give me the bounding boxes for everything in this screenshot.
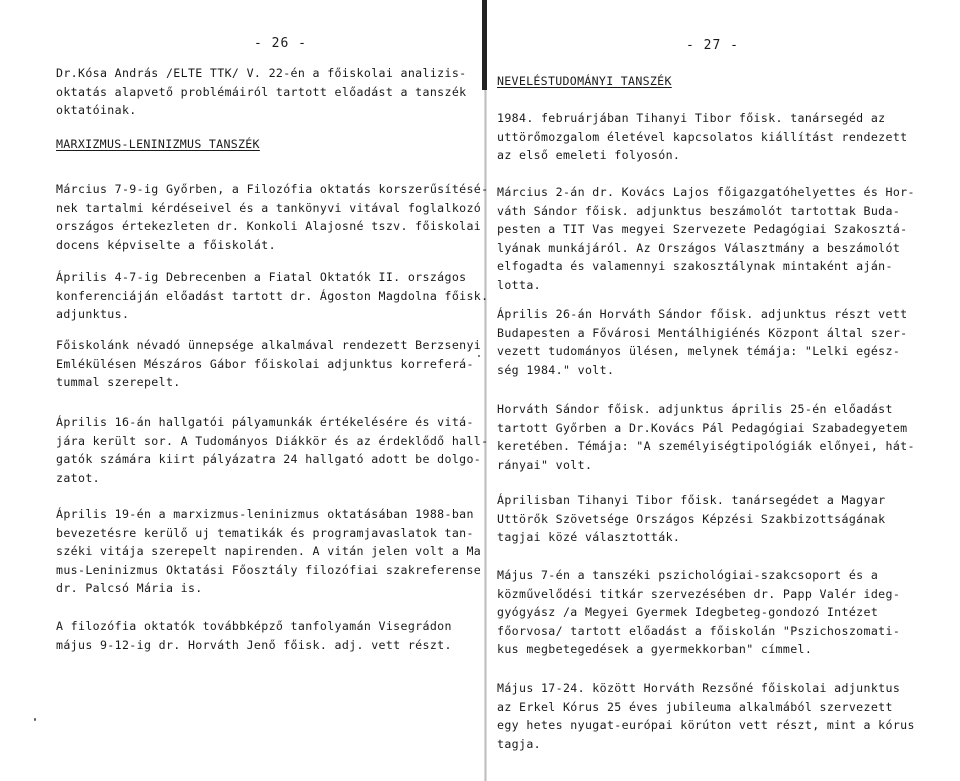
paragraph: Április 4-7-ig Debrecenben a Fiatal Oktatók II. országos konferenciáján előadást tartott dr. Ágoston Magdolna főisk. adjunktus. <box>56 270 489 321</box>
scan-speck <box>34 718 36 721</box>
page-number: - 26 - <box>254 36 307 51</box>
paragraph: A filozófia oktatók továbbképző tanfolyamán Visegrádon május 9-12-ig dr. Horváth Jenő főisk. adj. vett részt. <box>56 619 452 652</box>
paragraph: Horváth Sándor főisk. adjunktus április 25-én előadást tartott Győrben a Dr.Kovács Pál Pedagógiai Szabadegyetem keretében. Témája: "A személyiségtipológiák előnyei, hát- rányai" volt. <box>497 402 915 472</box>
scan-speck <box>478 355 480 357</box>
section-heading: MARXIZMUS-LENINIZMUS TANSZÉK <box>56 137 260 151</box>
paragraph: 1984. februárjában Tihanyi Tibor főisk. tanársegéd az uttörőmozgalom életével kapcsolatos kiállítást rendezett az első emeleti folyosón. <box>497 111 908 162</box>
paragraph: Március 2-án dr. Kovács Lajos főigazgatóhelyettes és Hor- váth Sándor főisk. adjunktus beszámolót tartottak Buda- pesten a TIT Vas megyei Szervezete Pedagógiai Szakosztá- lyának munkájáról. Az Országos Választmány a beszámolót elfogadta és valamennyi szakosztálynak mintaként aján- lotta. <box>497 185 915 292</box>
paragraph: Május 17-24. között Horváth Rezsőné főiskolai adjunktus az Erkel Kórus 25 éves jubileuma alkalmából szervezett egy hetes nyugat-európai körúton vett részt, mint a kórus tagja. <box>497 681 915 751</box>
section-heading: NEVELÉSTUDOMÁNYI TANSZÉK <box>497 74 672 88</box>
paragraph: Április 19-én a marxizmus-leninizmus oktatásában 1988-ban bevezetésre kerülő uj tematikák és programjavaslatok tan- széki vitája szerepelt napirenden. A vitán jelen volt a Ma mus-Leninizmus Oktatási Főosztály filozófiai szakreferense dr. Palcsó Mária is. <box>56 507 482 595</box>
paragraph: Május 7-én a tanszéki pszichológiai-szakcsoport és a közművelődési titkár szervezésében dr. Papp Valér ideg- gyógyász /a Megyei Gyermek Idegbeteg-gondozó Intézet főorvosa/ tartott előadást a főiskolán "Pszichoszomati- kus megbetegedések a gyermekkorban" címmel. <box>497 568 901 656</box>
paragraph: Március 7-9-ig Győrben, a Filozófia oktatás korszerűsítésé- nek tartalmi kérdéseivel és a tankönyvi vitával foglalkozó országos értekezleten dr. Konkoli Alajosné tszv. főiskolai docens képviselte a főiskolát. <box>56 182 489 252</box>
paragraph: Április 26-án Horváth Sándor főisk. adjunktus részt vett Budapesten a Fővárosi Mentálhigiénés Központ által szer- vezett tudományos ülésen, melynek témája: "Lelki egész- ség 1984." volt. <box>497 307 908 377</box>
paragraph: Főiskolánk névadó ünnepsége alkalmával rendezett Berzsenyi Emlékülésen Mészáros Gábor főiskolai adjunktus korreferá- tummal szerepelt. <box>56 338 482 389</box>
page-number: - 27 - <box>686 38 739 53</box>
paragraph: Áprilisban Tihanyi Tibor főisk. tanársegédet a Magyar Uttörők Szövetsége Országos Képzési Szakbizottságának tagjai közé választották. <box>497 493 886 544</box>
paragraph: Április 16-án hallgatói pályamunkák értékelésére és vitá- jára került sor. A Tudományos Diákkör és az érdeklődő hall- gatók számára kiirt pályázatra 24 hallgató adott be dolgo- zatot. <box>56 415 489 485</box>
right-page <box>486 0 960 781</box>
intro-paragraph: Dr.Kósa András /ELTE TTK/ V. 22-én a főiskolai analizis- oktatás alapvető problémáiról tartott előadást a tanszék oktatóinak. <box>56 66 467 117</box>
